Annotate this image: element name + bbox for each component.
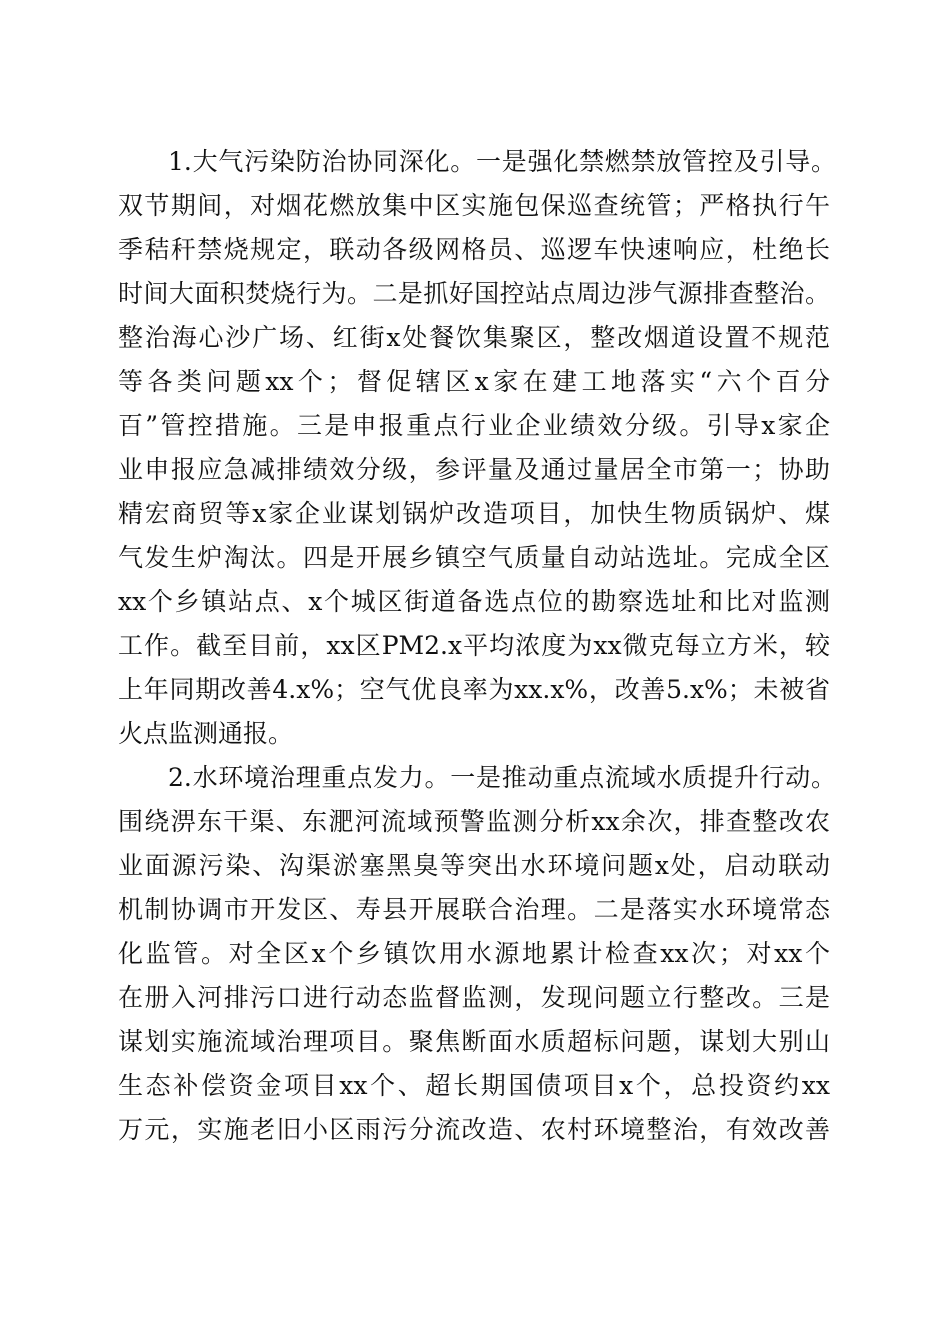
paragraph-line: 业面源污染、沟渠淤塞黑臭等突出水环境问题x处，启动联动 [118, 851, 830, 880]
paragraph-line: 业申报应急减排绩效分级，参评量及通过量居全市第一；协助 [118, 455, 830, 484]
paragraph-line: 万元，实施老旧小区雨污分流改造、农村环境整治，有效改善 [118, 1115, 830, 1144]
paragraph-line: 双节期间，对烟花燃放集中区实施包保巡查统管；严格执行午 [118, 191, 830, 220]
paragraph-line: xx个乡镇站点、x个城区街道备选点位的勘察选址和比对监测 [118, 587, 830, 616]
paragraph-line: 2.水环境治理重点发力。一是推动重点流域水质提升行动。 [168, 763, 836, 792]
paragraph-line: 季秸秆禁烧规定，联动各级网格员、巡逻车快速响应，杜绝长 [118, 235, 830, 264]
paragraph-line: 精宏商贸等x家企业谋划锅炉改造项目，加快生物质锅炉、煤 [118, 499, 830, 528]
paragraph-line: 等各类问题xx个；督促辖区x家在建工地落实“六个百分 [118, 367, 830, 396]
paragraph-line: 上年同期改善4.x%；空气优良率为xx.x%，改善5.x%；未被省 [118, 675, 830, 704]
paragraph-line: 工作。截至目前，xx区PM2.x平均浓度为xx微克每立方米，较 [118, 631, 830, 660]
paragraph-line: 火点监测通报。 [118, 719, 294, 748]
paragraph-line: 气发生炉淘汰。四是开展乡镇空气质量自动站选址。完成全区 [118, 543, 830, 572]
paragraph-line: 生态补偿资金项目xx个、超长期国债项目x个，总投资约xx [118, 1071, 830, 1100]
paragraph-line: 1.大气污染防治协同深化。一是强化禁燃禁放管控及引导。 [168, 147, 836, 176]
paragraph-line: 谋划实施流域治理项目。聚焦断面水质超标问题，谋划大别山 [118, 1027, 830, 1056]
paragraph-line: 百”管控措施。三是申报重点行业企业绩效分级。引导x家企 [118, 411, 830, 440]
paragraph-line: 化监管。对全区x个乡镇饮用水源地累计检查xx次；对xx个 [118, 939, 830, 968]
paragraph-line: 在册入河排污口进行动态监督监测，发现问题立行整改。三是 [118, 983, 830, 1012]
paragraph-line: 时间大面积焚烧行为。二是抓好国控站点周边涉气源排查整治。 [118, 279, 830, 308]
paragraph-line: 围绕淠东干渠、东淝河流域预警监测分析xx余次，排查整改农 [118, 807, 830, 836]
paragraph-line: 机制协调市开发区、寿县开展联合治理。二是落实水环境常态 [118, 895, 830, 924]
paragraph-line: 整治海心沙广场、红街x处餐饮集聚区，整改烟道设置不规范 [118, 323, 830, 352]
